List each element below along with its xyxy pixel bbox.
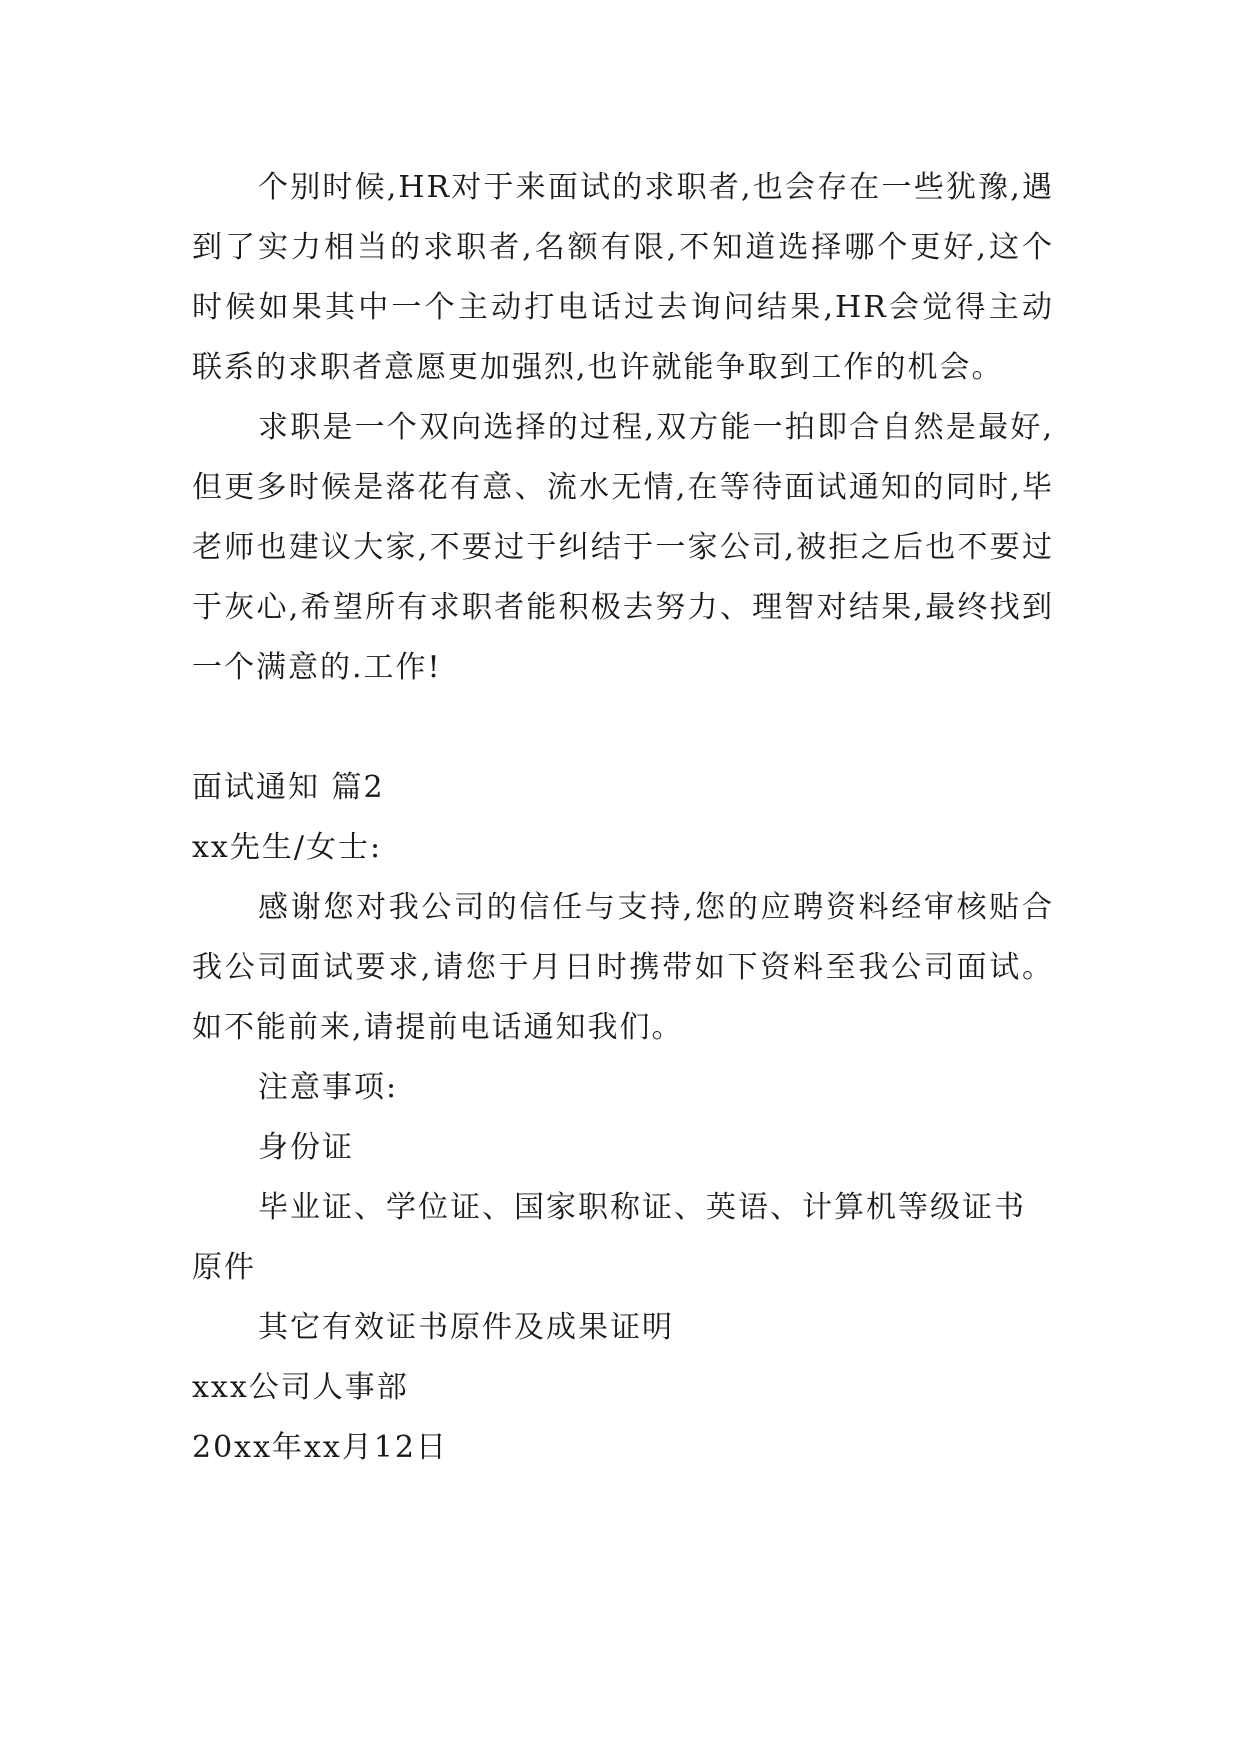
signature: xxx公司人事部	[192, 1370, 409, 1405]
notes-heading: 注意事项:	[258, 1070, 399, 1105]
document-page	[192, 158, 1054, 1478]
date: 20xx年xx月12日	[192, 1430, 449, 1465]
note-item: 其它有效证书原件及成果证明	[258, 1310, 674, 1345]
salutation: xx先生/女士:	[192, 830, 383, 865]
paragraph-hr-hesitation: 个别时候,HR对于来面试的求职者,也会存在一些犹豫,遇到了实力相当的求职者,名额有限,不知道选择哪个更好,这个时候如果其中一个主动打电话过去询问结果,HR会觉得主动联系的求职者意愿更加强烈,也许就能争取到工作的机会。	[192, 170, 1054, 385]
section-title: 面试通知 篇2	[192, 770, 385, 805]
paragraph-two-way-selection: 求职是一个双向选择的过程,双方能一拍即合自然是最好,但更多时候是落花有意、流水无情,在等待面试通知的同时,毕老师也建议大家,不要过于纠结于一家公司,被拒之后也不要过于灰心,希望所有求职者能积极去努力、理智对结果,最终找到一个满意的.工作!	[192, 410, 1054, 685]
notice-body: 感谢您对我公司的信任与支持,您的应聘资料经审核贴合我公司面试要求,请您于月日时携带如下资料至我公司面试。如不能前来,请提前电话通知我们。	[192, 890, 1054, 1045]
note-item: 毕业证、学位证、国家职称证、英语、计算机等级证书原件	[192, 1190, 1026, 1285]
note-item: 身份证	[258, 1130, 354, 1165]
